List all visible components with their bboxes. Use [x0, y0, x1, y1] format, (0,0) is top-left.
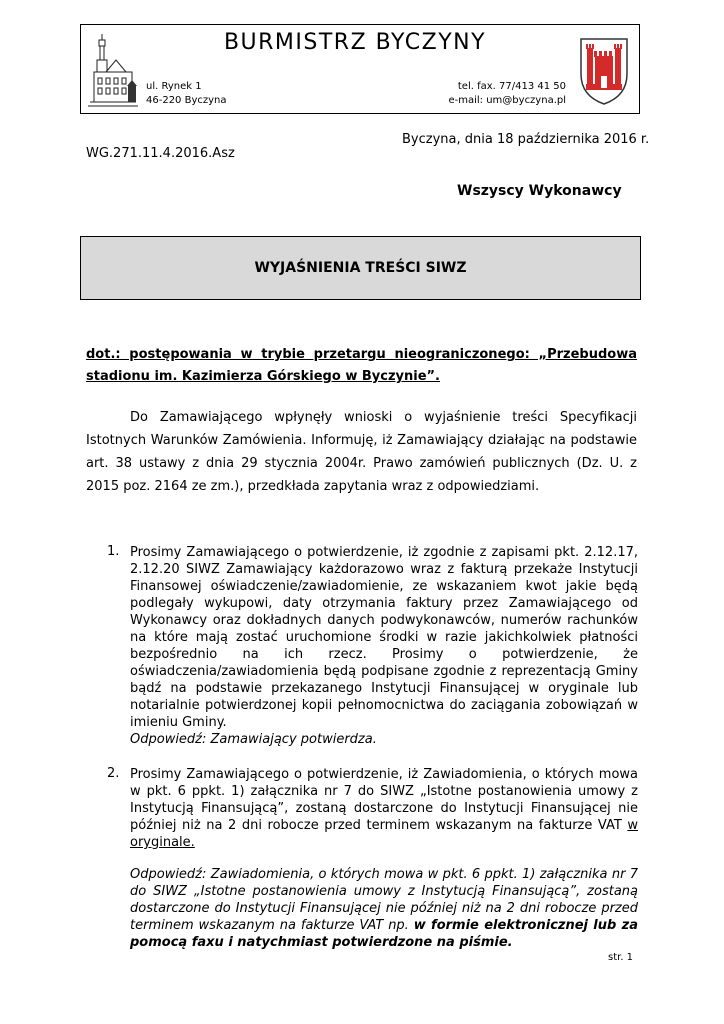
email-address: e-mail: um@byczyna.pl	[448, 95, 566, 106]
heading-text: WYJAŚNIENIA TREŚCI SIWZ	[254, 260, 467, 276]
phone-fax: tel. fax. 77/413 41 50	[457, 81, 566, 92]
town-hall-icon	[86, 30, 140, 108]
org-title: BURMISTRZ BYCZYNY	[223, 30, 487, 55]
intro-text: Do Zamawiającego wpłynęły wnioski o wyjaśnienie treści Specyfikacji Istotnych Warunków Zamówienia. Informuję, iż Zamawiający działając na podstawie art. 38 ustawy z dnia 29 stycznia 2004r. Prawo zamówień publicznych (Dz. U. z 2015 poz. 2164 ze zm.), przedkłada zapytania wraz z odpowiedziami.	[86, 410, 637, 494]
subject-line-1: dot.: postępowania w trybie przetargu nieograniczonego: „Przebudowa	[86, 347, 637, 362]
document-date: Byczyna, dnia 18 października 2016 r.	[402, 132, 650, 147]
question-text-underlined: w oryginale.	[130, 818, 638, 850]
subject-line-2: stadionu im. Kazimierza Górskiego w Byczynie”.	[86, 369, 440, 384]
question-number: 1.	[107, 544, 120, 559]
subject-line	[86, 344, 637, 388]
question-text: Prosimy Zamawiającego o potwierdzenie, iż zgodnie z zapisami pkt. 2.12.17, 2.12.20 SIWZ Zamawiający każdorazowo wraz z fakturą przekaże Instytucji Finansowej oświadczenie/zawiadomienie, ze wskazaniem kwot jakie będą podlegały wykupowi, daty otrzymania faktury przez Zamawiającego od Wykonawcy oraz dokładnych danych podwykonawców, numerów rachunków na które mają zostać uruchomione środki w razie jakichkolwiek płatności bezpośrednio na ich rzecz. Prosimy o potwierdzenie, że oświadczenia/zawiadomienia będą podpisane zgodnie z reprezentacją Gminy bądź na podstawie przekazanego Instytucji Finansującej w oryginale lub notarialnie potwierdzonej kopii pełnomocnictwa do zaciągania zobowiązań w imieniu Gminy.	[130, 545, 638, 730]
answer-text	[130, 866, 638, 951]
answer-text-main: Odpowiedź: Zawiadomienia, o których mowa w pkt. 6 ppkt. 1) załącznika nr 7 do SIWZ „Istotne postanowienia umowy z Instytucją Finansującą”, zostaną dostarczone do Instytucji Finansującej nie później niż na 2 dni robocze przed terminem wskazanym na fakturze VAT np.	[130, 867, 638, 933]
question-text-main: Prosimy Zamawiającego o potwierdzenie, iż Zawiadomienia, o których mowa w pkt. 6 ppkt. 1) załącznika nr 7 do SIWZ „Istotne postanowienia umowy z Instytucją Finansującą”, zostaną dostarczone do Instytucji Finansującej nie później niż na 2 dni robocze przed terminem wskazanym na fakturze VAT	[130, 767, 638, 833]
reference-number: WG.271.11.4.2016.Asz	[86, 146, 235, 161]
contact-block	[440, 80, 566, 108]
document-heading	[80, 236, 641, 300]
intro-paragraph	[86, 406, 637, 498]
question-number: 2.	[107, 766, 120, 781]
addressee: Wszyscy Wykonawcy	[457, 183, 622, 199]
coat-of-arms-icon	[578, 36, 630, 106]
answer-text-bold: w formie elektronicznej lub za pomocą faxu i natychmiast potwierdzone na piśmie.	[130, 918, 638, 950]
postal-address: 46-220 Byczyna	[146, 95, 227, 106]
answer-text: Odpowiedź: Zamawiający potwierdza.	[130, 732, 377, 747]
page-number: str. 1	[608, 952, 634, 963]
address-block	[146, 80, 227, 108]
question-text	[130, 766, 638, 851]
street-address: ul. Rynek 1	[146, 81, 202, 92]
